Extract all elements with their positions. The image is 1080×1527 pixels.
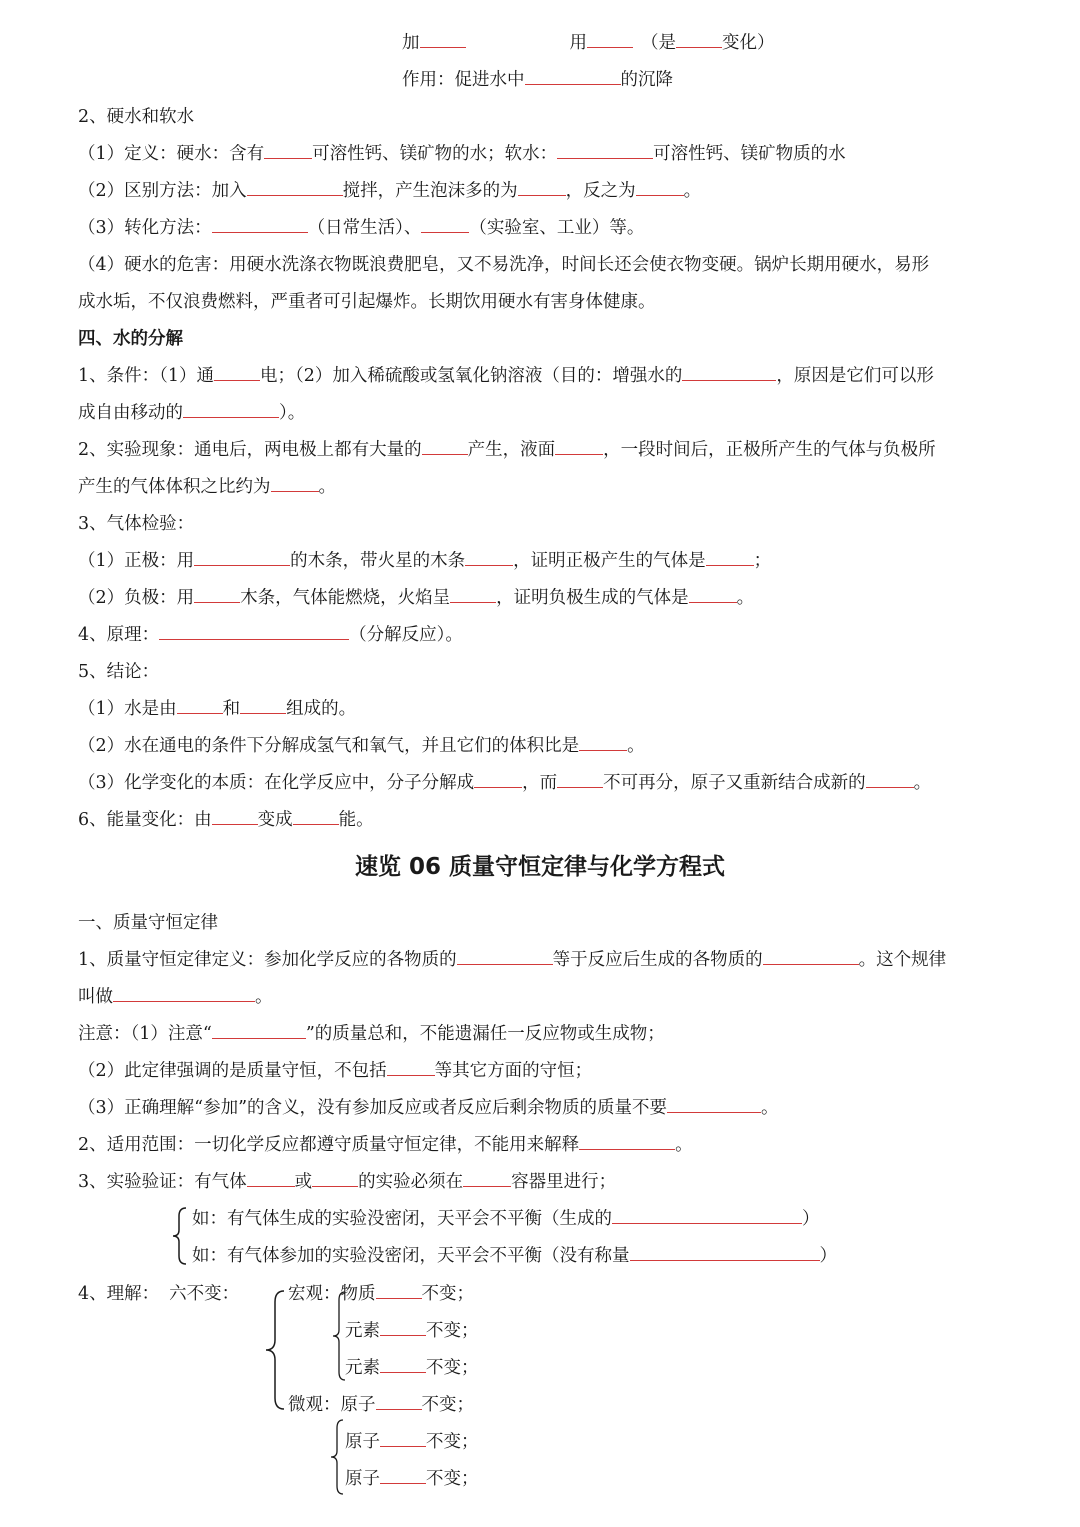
text: 一、质量守恒定律 xyxy=(78,913,218,933)
micro-line-2 xyxy=(345,1431,479,1453)
understanding-label xyxy=(78,1283,239,1305)
text: （2）区别方法：加入 xyxy=(78,181,247,201)
text: 如：有气体生成的实验没密闭，天平会不平衡（生成的 xyxy=(192,1209,612,1229)
fill-line-22 xyxy=(78,809,374,831)
fill-line-20 xyxy=(78,735,645,757)
text: 原子 xyxy=(345,1469,380,1489)
text: 的木条，带火星的木条 xyxy=(290,551,466,571)
blank[interactable] xyxy=(312,1171,358,1187)
fill-line-19 xyxy=(78,698,356,720)
text: 容器里进行； xyxy=(511,1172,617,1192)
blank[interactable] xyxy=(555,439,603,455)
macro-line-2 xyxy=(345,1320,479,1342)
text: 2、硬水和软水 xyxy=(78,107,195,127)
text: （1）正极：用 xyxy=(78,551,195,571)
text: （是 xyxy=(641,33,676,53)
text: ，证明负极生成的气体是 xyxy=(496,588,689,608)
text: 1、质量守恒定律定义：参加化学反应的各物质的 xyxy=(78,950,457,970)
text: 4、原理： xyxy=(78,625,160,645)
text: 不变； xyxy=(426,1358,479,1378)
blank[interactable] xyxy=(630,1245,820,1261)
blank[interactable] xyxy=(159,624,349,640)
text: （4）硬水的危害：用硬水洗涤衣物既浪费肥皂，又不易洗净，时间长还会使衣物变硬。锅炉长期用硬水，易形 xyxy=(78,255,930,275)
blank[interactable] xyxy=(676,32,722,48)
text: 不变； xyxy=(421,1395,474,1415)
fill-line-13 xyxy=(78,476,336,498)
text: 不变； xyxy=(426,1432,479,1452)
micro-line-3 xyxy=(345,1468,479,1490)
blank[interactable] xyxy=(579,735,627,751)
fill-line-s4 xyxy=(78,1023,665,1045)
text: 产生的气体体积之比约为 xyxy=(78,477,271,497)
page-title: 速览 06 质量守恒定律与化学方程式 xyxy=(354,854,726,880)
blank[interactable] xyxy=(271,476,319,492)
text: 。 xyxy=(736,588,755,608)
blank[interactable] xyxy=(463,1171,511,1187)
blank[interactable] xyxy=(380,1357,426,1373)
blank[interactable] xyxy=(177,698,223,714)
blank[interactable] xyxy=(474,772,522,788)
fill-line-4 xyxy=(78,143,846,165)
text: （日常生活）、 xyxy=(307,218,422,238)
text: 或 xyxy=(294,1172,313,1192)
text: （分解反应）。 xyxy=(349,625,463,645)
text: （3）正确理解“参加”的含义，没有参加反应或者反应后剩余物质的质量不要 xyxy=(78,1098,668,1118)
blank[interactable] xyxy=(421,217,469,233)
text: 原子 xyxy=(345,1432,380,1452)
text: 成水垢，不仅浪费燃料，严重者可引起爆炸。长期饮用硬水有害身体健康。 xyxy=(78,292,656,312)
text: 微观： xyxy=(288,1395,341,1415)
text: 如：有气体参加的实验没密闭，天平会不平衡（没有称量 xyxy=(192,1246,630,1266)
blank[interactable] xyxy=(194,587,240,603)
text: ，证明正极产生的气体是 xyxy=(513,551,706,571)
fill-line-17 xyxy=(78,624,463,646)
text: 。 xyxy=(913,773,932,793)
fill-line-11 xyxy=(78,402,305,424)
fill-line-2 xyxy=(402,69,673,91)
text: 等于反应后生成的各物质的 xyxy=(552,950,763,970)
text: 搅拌，产生泡沫多的为 xyxy=(342,181,518,201)
blank[interactable] xyxy=(240,698,286,714)
blank[interactable] xyxy=(587,32,633,48)
fill-line-10 xyxy=(78,365,934,387)
text: 可溶性钙、镁矿物的水；软水： xyxy=(312,144,558,164)
text: 3、实验验证：有气体 xyxy=(78,1172,247,1192)
text: 5、结论： xyxy=(78,662,160,682)
fill-line-15 xyxy=(78,550,771,572)
text: （2）负极：用 xyxy=(78,588,195,608)
text-line-7 xyxy=(78,254,929,276)
text: 六不变： xyxy=(169,1284,240,1304)
text: （2）此定律强调的是质量守恒，不包括 xyxy=(78,1061,387,1081)
fill-line-s5 xyxy=(78,1060,592,1082)
text: 不变； xyxy=(421,1284,474,1304)
text: 6、能量变化：由 xyxy=(78,810,212,830)
fill-line-5 xyxy=(78,180,701,202)
text: ） xyxy=(819,1246,837,1266)
blank[interactable] xyxy=(420,32,466,48)
fill-line-12 xyxy=(78,439,936,461)
text: （实验室、工业）等。 xyxy=(469,218,645,238)
text: ）。 xyxy=(279,403,306,423)
text: 。 xyxy=(683,181,702,201)
fill-line-s6 xyxy=(78,1097,779,1119)
text: 的实验必须在 xyxy=(358,1172,464,1192)
text: （3）化学变化的本质：在化学反应中，分子分解成 xyxy=(78,773,475,793)
blank[interactable] xyxy=(612,1208,802,1224)
fill-line-s2 xyxy=(78,949,946,971)
brace-icon xyxy=(170,1206,190,1266)
text: 。 xyxy=(627,736,645,756)
macro-line-1 xyxy=(288,1283,474,1305)
text: 。 xyxy=(318,477,336,497)
blank[interactable] xyxy=(113,986,255,1002)
blank[interactable] xyxy=(212,217,308,233)
text: 不可再分，原子又重新结合成新的 xyxy=(603,773,866,793)
section-heading-mass-conservation xyxy=(78,912,218,934)
text: 。这个规律 xyxy=(858,950,947,970)
blank[interactable] xyxy=(579,1134,675,1150)
text: 和 xyxy=(222,699,241,719)
text: 能。 xyxy=(338,810,374,830)
blank[interactable] xyxy=(264,143,312,159)
text: 不变； xyxy=(426,1321,479,1341)
text: 用 xyxy=(569,33,587,53)
blank[interactable] xyxy=(376,1283,422,1299)
text: 。 xyxy=(761,1098,779,1118)
text: 2、适用范围：一切化学反应都遵守质量守恒定律，不能用来解释 xyxy=(78,1135,580,1155)
text: 2、实验现象：通电后，两电极上都有大量的 xyxy=(78,440,422,460)
text: ，一段时间后，正极所产生的气体与负极所 xyxy=(603,440,936,460)
text: 四、水的分解 xyxy=(78,329,183,349)
section-heading-water-decomposition xyxy=(78,328,183,350)
text: ，原因是它们可以形 xyxy=(776,366,934,386)
blank[interactable] xyxy=(763,949,859,965)
text: （3）转化方法： xyxy=(78,218,212,238)
fill-line-21 xyxy=(78,772,931,794)
text: 电；（2）加入稀硫酸或氢氧化钠溶液（目的：增强水的 xyxy=(260,366,683,386)
text: 4、理解： xyxy=(78,1284,160,1304)
blank[interactable] xyxy=(247,1171,295,1187)
text: 宏观： xyxy=(288,1284,341,1304)
text: 原子 xyxy=(340,1395,376,1415)
blank[interactable] xyxy=(557,772,603,788)
blank[interactable] xyxy=(465,550,513,566)
blank[interactable] xyxy=(214,365,260,381)
text: 物质 xyxy=(340,1284,376,1304)
text: 产生，液面 xyxy=(467,440,556,460)
fill-line-s10 xyxy=(192,1245,837,1267)
text: ”的质量总和，不能遗漏任一反应物或生成物； xyxy=(305,1024,665,1044)
blank[interactable] xyxy=(636,180,684,196)
blank[interactable] xyxy=(682,365,776,381)
text: 组成的。 xyxy=(286,699,357,719)
text: 叫做 xyxy=(78,987,113,1007)
text: 。 xyxy=(255,987,273,1007)
brace-icon xyxy=(262,1288,288,1412)
text: 。 xyxy=(675,1135,693,1155)
text: 不变； xyxy=(426,1469,479,1489)
fill-line-1 xyxy=(402,32,775,54)
fill-line-s9 xyxy=(192,1208,820,1230)
blank[interactable] xyxy=(380,1468,426,1484)
blank[interactable] xyxy=(557,143,653,159)
text: 等其它方面的守恒； xyxy=(434,1061,593,1081)
brace-icon xyxy=(328,1418,346,1496)
heading-gas-test xyxy=(78,513,194,535)
blank[interactable] xyxy=(376,1394,422,1410)
text: 元素 xyxy=(345,1321,380,1341)
blank[interactable] xyxy=(450,587,496,603)
text: 木条，气体能燃烧，火焰呈 xyxy=(240,588,451,608)
blank[interactable] xyxy=(422,439,468,455)
macro-line-3 xyxy=(345,1357,479,1379)
blank[interactable] xyxy=(380,1431,426,1447)
text: 成自由移动的 xyxy=(78,403,183,423)
heading-conclusion xyxy=(78,661,159,683)
text: 注意：（1）注意“ xyxy=(78,1024,212,1044)
blank[interactable] xyxy=(293,809,339,825)
blank[interactable] xyxy=(457,949,553,965)
text: 变成 xyxy=(257,810,293,830)
blank[interactable] xyxy=(525,69,621,85)
blank[interactable] xyxy=(387,1060,435,1076)
text: 加 xyxy=(402,33,420,53)
text: 3、气体检验： xyxy=(78,514,195,534)
text: 元素 xyxy=(345,1358,380,1378)
text: （1）定义：硬水：含有 xyxy=(78,144,265,164)
blank[interactable] xyxy=(866,772,914,788)
text: ） xyxy=(802,1209,820,1229)
fill-line-s7 xyxy=(78,1134,693,1156)
blank[interactable] xyxy=(212,809,258,825)
blank[interactable] xyxy=(183,402,279,418)
blank[interactable] xyxy=(706,550,754,566)
text: ； xyxy=(753,551,772,571)
blank[interactable] xyxy=(194,550,290,566)
micro-line-1 xyxy=(288,1394,474,1416)
heading-hard-soft-water xyxy=(78,106,194,128)
text: 变化） xyxy=(722,33,775,53)
text: 可溶性钙、镁矿物质的水 xyxy=(653,144,846,164)
text: 作用：促进水中 xyxy=(402,70,525,90)
fill-line-6 xyxy=(78,217,644,239)
text-line-8 xyxy=(78,291,656,313)
blank[interactable] xyxy=(380,1320,426,1336)
blank[interactable] xyxy=(247,180,343,196)
blank[interactable] xyxy=(667,1097,761,1113)
blank[interactable] xyxy=(689,587,737,603)
text: ，反之为 xyxy=(565,181,636,201)
text: 1、条件：（1）通 xyxy=(78,366,215,386)
blank[interactable] xyxy=(518,180,566,196)
text: （1）水是由 xyxy=(78,699,177,719)
fill-line-16 xyxy=(78,587,754,609)
blank[interactable] xyxy=(212,1023,306,1039)
text: 的沉降 xyxy=(620,70,673,90)
fill-line-s3 xyxy=(78,986,273,1008)
text: ，而 xyxy=(522,773,558,793)
fill-line-s8 xyxy=(78,1171,616,1193)
text: （2）水在通电的条件下分解成氢气和氧气，并且它们的体积比是 xyxy=(78,736,580,756)
